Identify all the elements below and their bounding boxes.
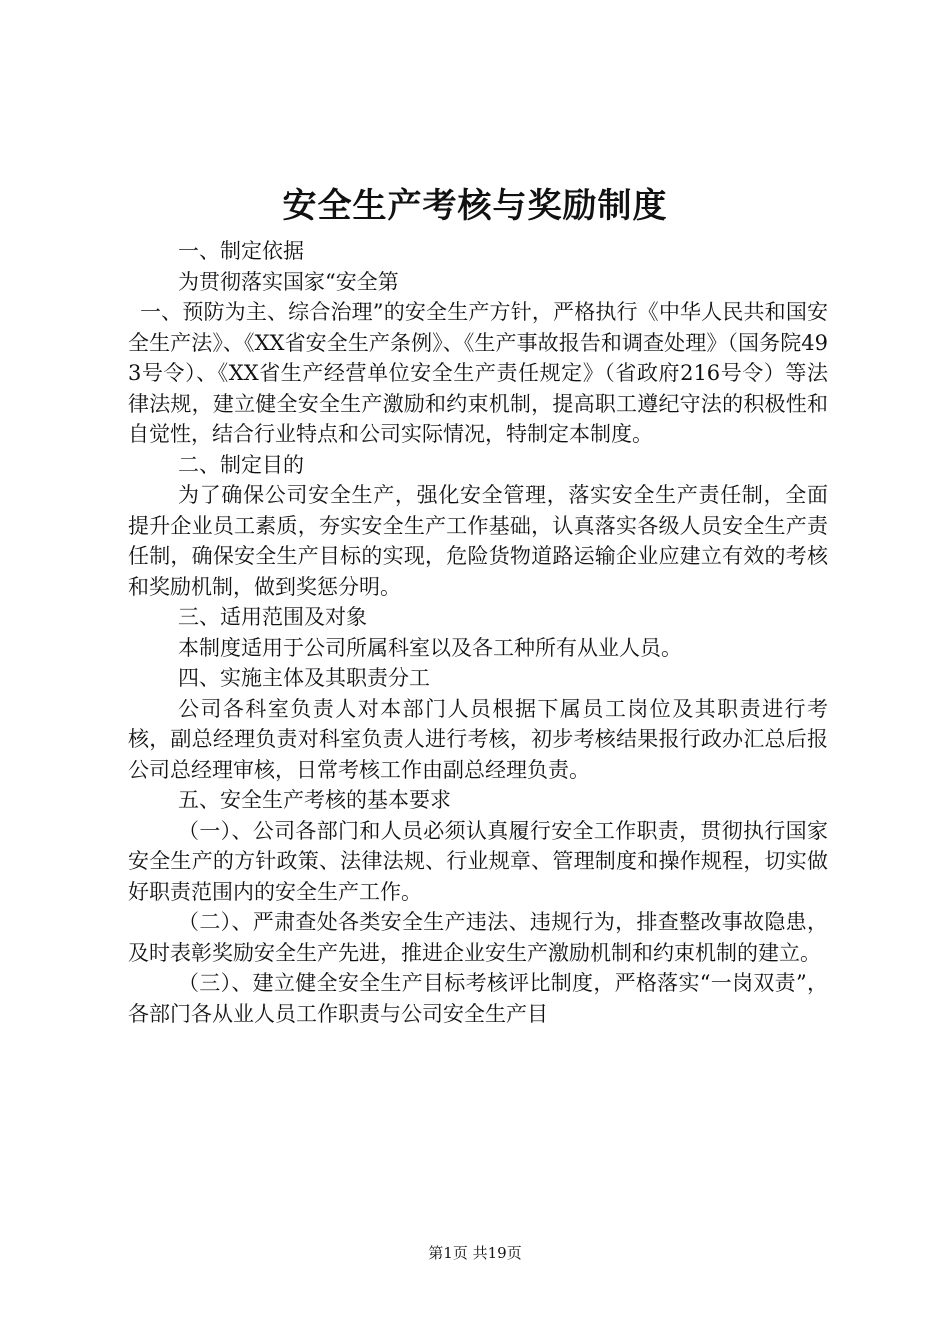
section-heading-purpose: 二、制定目的 <box>178 452 304 477</box>
section-heading-scope: 三、适用范围及对象 <box>178 605 367 629</box>
paragraph-basis-body: 一、预防为主、综合治理”的安全生产方针，严格执行《中华人民共和国安全生产法》、《XX省安全生产条例》、《生产事故报告和调查处理》（国务院493号令）、《XX省生产经营单位安全生产责任规定》（省政府216号令）等法律法规，建立健全安全生产激励和约束机制，提高职工遵纪守法的积极性和自觉性，结合行业特点和公司实际情况，特制定本制度。 <box>128 300 828 446</box>
paragraph-responsibility: 公司各科室负责人对本部门人员根据下属员工岗位及其职责进行考核，副总经理负责对科室负责人进行考核，初步考核结果报行政办汇总后报公司总经理审核，日常考核工作由副总经理负责。 <box>128 696 828 782</box>
document-title: 安全生产考核与奖励制度 <box>282 186 668 226</box>
section-heading-responsibility: 四、实施主体及其职责分工 <box>178 666 430 690</box>
page-number-footer: 第1页 共19页 <box>428 1244 522 1262</box>
paragraph-requirement-2: （二）、严肃查处各类安全生产违法、违规行为，排查整改事故隐患，及时表彰奖励安全生产先进，推进企业安生产激励机制和约束机制的建立。 <box>128 910 828 965</box>
paragraph-basis-intro: 为贯彻落实国家“安全第 <box>178 269 399 294</box>
section-heading-basis: 一、制定依据 <box>178 239 304 263</box>
paragraph-requirement-3: （三）、建立健全安全生产目标考核评比制度，严格落实“一岗双责”，各部门各从业人员工作职责与公司安全生产目 <box>128 971 828 1026</box>
document-body <box>128 236 828 1029</box>
paragraph-purpose: 为了确保公司安全生产，强化安全管理，落实安全生产责任制，全面提升企业员工素质，夯实安全生产工作基础，认真落实各级人员安全生产责任制，确保安全生产目标的实现，危险货物道路运输企业应建立有效的考核和奖励机制，做到奖惩分明。 <box>128 483 828 599</box>
paragraph-requirement-1: （一）、公司各部门和人员必须认真履行安全工作职责，贯彻执行国家安全生产的方针政策、法律法规、行业规章、管理制度和操作规程，切实做好职责范围内的安全生产工作。 <box>128 818 828 904</box>
paragraph-scope: 本制度适用于公司所属科室以及各工种所有从业人员。 <box>178 635 682 660</box>
section-heading-requirements: 五、安全生产考核的基本要求 <box>178 788 451 812</box>
